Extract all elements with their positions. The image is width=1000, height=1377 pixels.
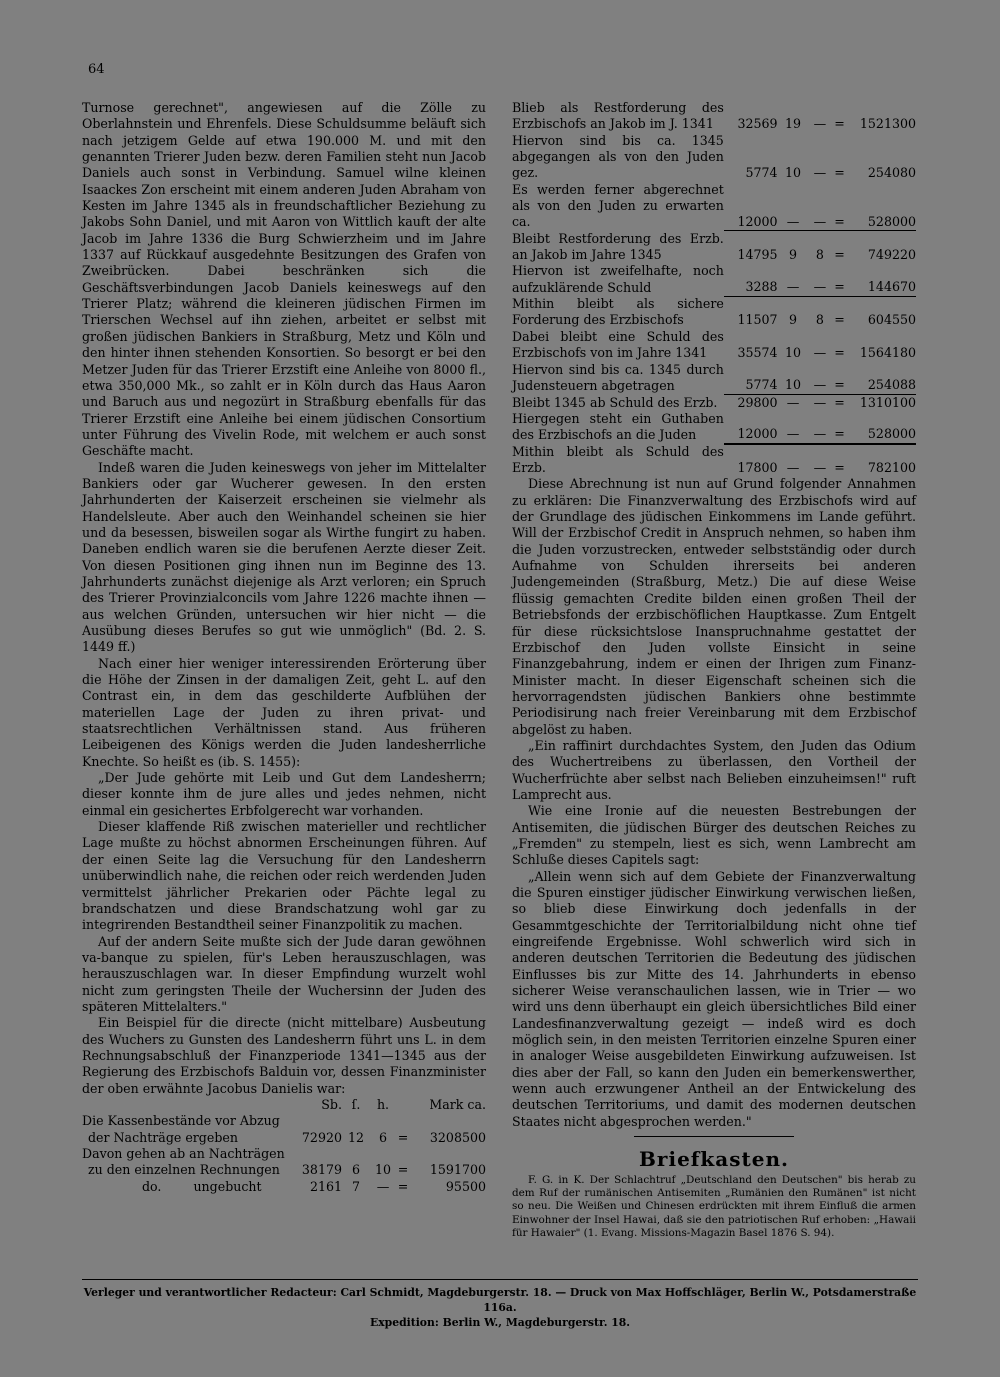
cell-s: — bbox=[778, 182, 809, 231]
paragraph: Indeß waren die Juden keineswegs von jeher im Mittelalter Bankiers oder gar Wucherer gewesen. In den ersten Jahrhunderten der Kaiserzeit erscheinen sie vielmehr als Handelsleute. Aber auch den Weinhandel scheinen sie hier und da besessen, bisweilen sogar als Wirthe fungirt zu haben. Daneben endlich waren sie die berufenen Aerzte dieser Zeit. Von diesen Positionen ging ihnen nun im Beginne des 13. Jahrhunderts zunächst diejenige als Arzt verloren; ein Spruch des Trierer Provinzialconcils vom Jahre 1226 machte ihnen — aus welchen Gründen, untersuchen wir hier nicht — die Ausübung dieses Berufes so gut wie unmöglich" (Bd. 2. S. 1449 ff.) bbox=[82, 459, 486, 655]
table-row bbox=[512, 296, 916, 329]
table-header-row bbox=[82, 1097, 486, 1113]
table-row bbox=[512, 362, 916, 395]
table-row bbox=[512, 100, 916, 133]
cell-h: 8 bbox=[815, 312, 824, 328]
table-row bbox=[82, 1130, 486, 1146]
table-row bbox=[82, 1179, 486, 1195]
cell-h: — bbox=[809, 362, 832, 395]
cell-eq: = bbox=[831, 263, 848, 296]
paragraph: Nach einer hier weniger interessirenden Erörterung über die Höhe der Zinsen in der damaligen Zeit, geht L. auf den Contrast ein, in dem das geschilderte Aufblühen der materiellen Lage der Juden zu ihren privat- und staatsrechtlichen Verhältnissen stand. Aus früheren Leibeigenen des Königs werden die Juden landesherrliche Knechte. So heißt es (ib. S. 1455): bbox=[82, 655, 486, 769]
cell-s: — bbox=[786, 460, 800, 476]
cell-s: 9 bbox=[789, 312, 798, 328]
header-s: ſ. bbox=[351, 1096, 361, 1112]
cell-sb: 29800 bbox=[737, 394, 778, 410]
accounts-table-right bbox=[512, 100, 916, 476]
table-row bbox=[512, 411, 916, 444]
table-row bbox=[512, 394, 916, 411]
paragraph: Diese Abrechnung ist nun auf Grund folgender Annahmen zu erklären: Die Finanzverwaltung des Erzbischofs wird auf der Grundlage des jüdischen Einkommens im Lande geführt. Will der Erzbischof Credit in Anspruch nehmen, so haben ihm die Juden vorzustrecken, entweder selbstständig oder durch Aufnahme von Schulden ihrerseits bei anderen Judengemeinden (Straßburg, Metz.) Die auf diese Weise flüssig gemachten Credite bilden einen großen Theil der Betriebsfonds der erzbischöflichen Hauptkasse. Zum Entgelt für diese rücksichtslose Inanspruchnahme gestattet der Erzbischof den Juden vollste Einsicht in seine Finanzgebahrung, indem er einen der Ihrigen zum Finanz-Minister macht. In dieser Eigenschaft scheinen sich die hervorragendsten jüdischen Bankiers ohne bestimmte Periodisirung nach freier Vereinbarung mit dem Erzbischof abgelöst zu haben. bbox=[512, 476, 916, 737]
cell-eq: = bbox=[834, 460, 845, 476]
table-row bbox=[512, 444, 916, 477]
cell-eq: = bbox=[834, 247, 845, 263]
row-label: Die Kassenbestände vor Abzug bbox=[82, 1113, 280, 1129]
table-row bbox=[82, 1113, 486, 1129]
cell-mark: 95500 bbox=[445, 1178, 486, 1194]
cell-eq: = bbox=[834, 165, 845, 181]
row-label: Mithin bleibt als sichere Forderung des Erzbischofs bbox=[512, 296, 724, 328]
header-mark: Mark ca. bbox=[429, 1096, 486, 1112]
row-label: Hiervon sind bis ca. 1345 durch Judensteuern abgetragen bbox=[512, 361, 724, 393]
row-label: Hiergegen steht ein Guthaben des Erzbischofs an die Juden bbox=[512, 411, 724, 443]
cell-h: — bbox=[813, 116, 827, 132]
cell-sb: 5774 bbox=[724, 362, 778, 395]
cell-h: — bbox=[809, 411, 832, 444]
row-label: Bleibt 1345 ab Schuld des Erzb. bbox=[512, 394, 718, 410]
row-label: Hiervon ist zweifelhafte, noch aufzuklärende Schuld bbox=[512, 263, 724, 295]
paragraph: Auf der andern Seite mußte sich der Jude daran gewöhnen va-banque zu spielen, für's Leben herauszuschlagen, was herauszuschlagen war. In dieser Empfindung wurzelt wohl nicht zum geringsten Theile der Wuchersinn der Juden des späteren Mittelalters." bbox=[82, 933, 486, 1014]
cell-h: 10 bbox=[374, 1162, 392, 1178]
briefkasten-text: F. G. in K. Der Schlachtruf „Deutschland den Deutschen" bis herab zu dem Ruf der rumänischen Antisemiten „Rumänien den Rumänen" ist nicht so neu. Die Weißen und Chinesen erdrückten mit ihrem Einfluß die armen Einwohner der Insel Hawai, daß sie den patriotischen Ruf erhoben: „Hawaii für Hawaier" (1. Evang. Missions-Magazin Basel 1876 S. 94). bbox=[512, 1173, 916, 1240]
cell-s: 10 bbox=[785, 345, 802, 361]
cell-s: — bbox=[778, 263, 809, 296]
cell-eq: = bbox=[397, 1178, 409, 1194]
cell-h: 8 bbox=[815, 247, 824, 263]
cell-sb: 12000 bbox=[724, 182, 778, 231]
quote-paragraph: „Allein wenn sich auf dem Gebiete der Finanzverwaltung die Spuren einstiger jüdischer Einwirkung verwischen ließen, so blieb diese Einwirkung doch jedenfalls in der Gesammtgeschichte der Territorialbildung nicht ohne tief eingreifende Ergebnisse. Wohl schwerlich wird sich in anderen deutschen Territorien die Bedeutung des jüdischen Einflusses bis zur Mitte des 14. Jahrhunderts in ebenso sicherer Weise veranschaulichen lassen, wie in Trier — wo wird uns denn überhaupt ein gleich übersichtliches Bild einer Landesfinanzverwaltung gezeigt — indeß wird es doch möglich sein, in den meisten Territorien einzelne Spuren einer in analoger Weise ausgebildeten Einwirkung aufzuweisen. Ist dies aber der Fall, so kann den Juden ein bemerkenswerther, wenn auch erzwungener Antheil an der Entwickelung des deutschen Territoriums, und damit des modernen deutschen Staates nicht abgesprochen werden." bbox=[512, 868, 916, 1129]
row-label: Blieb als Restforderung des Erzbischofs an Jakob im J. 1341 bbox=[512, 100, 724, 132]
cell-mark: 144670 bbox=[848, 263, 916, 296]
quote-paragraph: „Der Jude gehörte mit Leib und Gut dem Landesherrn; dieser konnte ihm de jure alles und jedes nehmen, nicht einmal ein gesichertes Erbfolgerecht war vorhanden. bbox=[82, 770, 486, 818]
cell-mark: 254088 bbox=[848, 362, 916, 395]
footer-publisher: Verleger und verantwortlicher Redacteur: Carl Schmidt, Magdeburgerstr. 18. — Druck von Max Hoffschläger, Berlin W., Potsdamerstraße 116a. bbox=[83, 1286, 917, 1314]
cell-eq: = bbox=[831, 362, 848, 395]
cell-mark: 1521300 bbox=[859, 116, 916, 132]
row-label: do. ungebucht bbox=[142, 1178, 262, 1194]
cell-sb: 5774 bbox=[745, 165, 778, 181]
row-label: Dabei bleibt eine Schuld des Erzbischofs von im Jahre 1341 bbox=[512, 328, 724, 361]
cell-s: 10 bbox=[778, 362, 809, 395]
cell-sb: 2161 bbox=[309, 1178, 342, 1194]
cell-eq: = bbox=[834, 345, 845, 361]
cell-eq: = bbox=[397, 1129, 409, 1145]
cell-eq: = bbox=[831, 411, 848, 444]
row-label: Davon gehen ab an Nachträgen bbox=[82, 1146, 285, 1161]
paragraph: Turnose gerechnet", angewiesen auf die Zölle zu Oberlahnstein und Ehrenfels. Diese Schuldsumme beläuft sich nach jetzigem Gelde auf etwa 190.000 M. und mit den genannten Trierer Juden bezw. deren Familien steht nun Jacob Daniels auch sonst in Verbindung. Samuel wilne kleinen Isaackes Zon erscheint mit einem anderen Juden Abraham von Kesten im Jahre 1345 als in freundschaftlicher Beziehung zu Jakobs Sohn Daniel, und mit Aaron von Wittlich kauft der alte Jacob im Jahre 1336 die Burg Schwierzheim und im Jahre 1337 auf Rückkauf ausgedehnte Besitzungen des Grafen von Zweibrücken. Dabei beschränken sich die Geschäftsverbindungen Jacob Daniels keineswegs auf den Trierer Platz; während die kleineren jüdischen Firmen im Trierschen Wechsel auf ihn ziehen, arbeitet er selbst mit großen jüdischen Bankiers in Straßburg, Metz und Köln und den hinter ihnen stehenden Konsortien. So besorgt er bei den Metzer Juden für das Trierer Erzstift eine Anleihe von 8000 fl., etwa 350,000 Mk., so zahlt er in Köln durch das Haus Aaron und Baruch aus und negozürt in Straßburg ebenfalls für das Trierer Erzstift eine Anleihe bei einem jüdischen Consortium unter Führung des Vivelin Rode, mit welchem er auch sonst Geschäfte macht. bbox=[82, 100, 486, 459]
cell-s: — bbox=[786, 394, 800, 410]
cell-s: 10 bbox=[785, 165, 802, 181]
cell-h: — bbox=[813, 165, 827, 181]
row-label: der Nachträge ergeben bbox=[88, 1129, 238, 1145]
cell-mark: 749220 bbox=[867, 247, 916, 263]
cell-mark: 782100 bbox=[867, 460, 916, 476]
cell-s: 12 bbox=[347, 1129, 365, 1145]
cell-s: 7 bbox=[351, 1178, 360, 1194]
cell-sb: 14795 bbox=[737, 247, 778, 263]
section-divider bbox=[634, 1136, 794, 1137]
cell-h: — bbox=[813, 345, 827, 361]
table-row bbox=[512, 182, 916, 231]
cell-eq: = bbox=[834, 394, 845, 410]
cell-eq: = bbox=[834, 116, 845, 132]
table-row bbox=[512, 133, 916, 182]
cell-mark: 604550 bbox=[867, 312, 916, 328]
cell-mark: 1310100 bbox=[859, 394, 916, 410]
cell-sb: 38179 bbox=[301, 1162, 342, 1178]
cell-eq: = bbox=[834, 312, 845, 328]
cell-sb: 17800 bbox=[737, 460, 778, 476]
cell-h: — bbox=[809, 182, 832, 231]
cell-h: — bbox=[376, 1178, 390, 1194]
cell-sb: 32569 bbox=[737, 116, 778, 132]
cell-eq: = bbox=[397, 1162, 409, 1178]
row-label: zu den einzelnen Rechnungen bbox=[88, 1162, 280, 1178]
table-row bbox=[512, 329, 916, 362]
footer-rule bbox=[82, 1279, 918, 1280]
cell-mark: 254080 bbox=[867, 165, 916, 181]
paragraph: Wie eine Ironie auf die neuesten Bestrebungen der Antisemiten, die jüdischen Bürger des deutschen Reiches zu „Fremden" zu stempeln, liest es sich, wenn Lambrecht am Schluße dieses Capitels sagt: bbox=[512, 803, 916, 868]
cell-s: 9 bbox=[789, 247, 798, 263]
cell-mark: 1591700 bbox=[429, 1162, 486, 1178]
row-label: Mithin bleibt als Schuld des Erzb. bbox=[512, 443, 724, 476]
cell-sb: 12000 bbox=[724, 411, 778, 444]
row-label: Hiervon sind bis ca. 1345 abgegangen als von den Juden gez. bbox=[512, 132, 724, 181]
page-number: 64 bbox=[88, 62, 105, 77]
table-row bbox=[512, 263, 916, 296]
cell-mark: 3208500 bbox=[429, 1129, 486, 1145]
cell-mark: 1564180 bbox=[859, 345, 916, 361]
paragraph: Ein Beispiel für die directe (nicht mittelbare) Ausbeutung des Wuchers zu Gunsten des Landesherrn führt uns L. in dem Rechnungsabschluß der Finanzperiode 1341—1345 aus der Regierung des Erzbischofs Balduin vor, dessen Finanzminister der oben erwähnte Jacobus Danielis war: bbox=[82, 1015, 486, 1096]
accounts-table-left bbox=[82, 1097, 486, 1195]
cell-s: 6 bbox=[351, 1162, 360, 1178]
cell-mark: 528000 bbox=[848, 411, 916, 444]
paragraph: Dieser klaffende Riß zwischen materieller und rechtlicher Lage mußte zu höchst abnormen Erscheinungen führen. Auf der einen Seite lag die Versuchung für den Landesherrn unüberwindlich nahe, die reichen oder reich werdenden Juden vermittelst jährlicher Prekarien oder Pächte legal zu brandschatzen und diese Brandschatzung wohl gar zu integrirenden Bestandtheil seiner Finanzpolitik zu machen. bbox=[82, 819, 486, 933]
cell-h: 6 bbox=[378, 1129, 387, 1145]
cell-sb: 35574 bbox=[737, 345, 778, 361]
table-row bbox=[82, 1146, 486, 1162]
header-h: h. bbox=[376, 1096, 390, 1112]
row-label: Es werden ferner abgerechnet als von den Juden zu erwarten ca. bbox=[512, 181, 724, 230]
header-sb: Sb. bbox=[321, 1096, 342, 1112]
cell-mark: 528000 bbox=[848, 182, 916, 231]
cell-s: — bbox=[778, 411, 809, 444]
cell-eq: = bbox=[831, 182, 848, 231]
cell-h: — bbox=[813, 460, 827, 476]
quote-paragraph: „Ein raffinirt durchdachtes System, den Juden das Odium des Wuchertreibens zu überlassen, den Vortheil der Wucherfrüchte aber selbst nach Belieben einzuheimsen!" ruft Lamprecht aus. bbox=[512, 737, 916, 802]
cell-sb: 72920 bbox=[301, 1129, 342, 1145]
briefkasten-title: Briefkasten. bbox=[639, 1147, 789, 1172]
footer-expedition: Expedition: Berlin W., Magdeburgerstr. 18. bbox=[369, 1316, 630, 1329]
cell-h: — bbox=[809, 263, 832, 296]
table-row bbox=[82, 1162, 486, 1178]
cell-sb: 11507 bbox=[737, 312, 778, 328]
row-label: Bleibt Restforderung des Erzb. an Jakob im Jahre 1345 bbox=[512, 230, 724, 263]
right-column bbox=[512, 100, 916, 1241]
footer bbox=[82, 1285, 918, 1330]
cell-sb: 3288 bbox=[724, 263, 778, 296]
cell-s: 19 bbox=[785, 116, 802, 132]
left-column bbox=[82, 100, 486, 1195]
table-row bbox=[512, 231, 916, 264]
cell-h: — bbox=[813, 394, 827, 410]
